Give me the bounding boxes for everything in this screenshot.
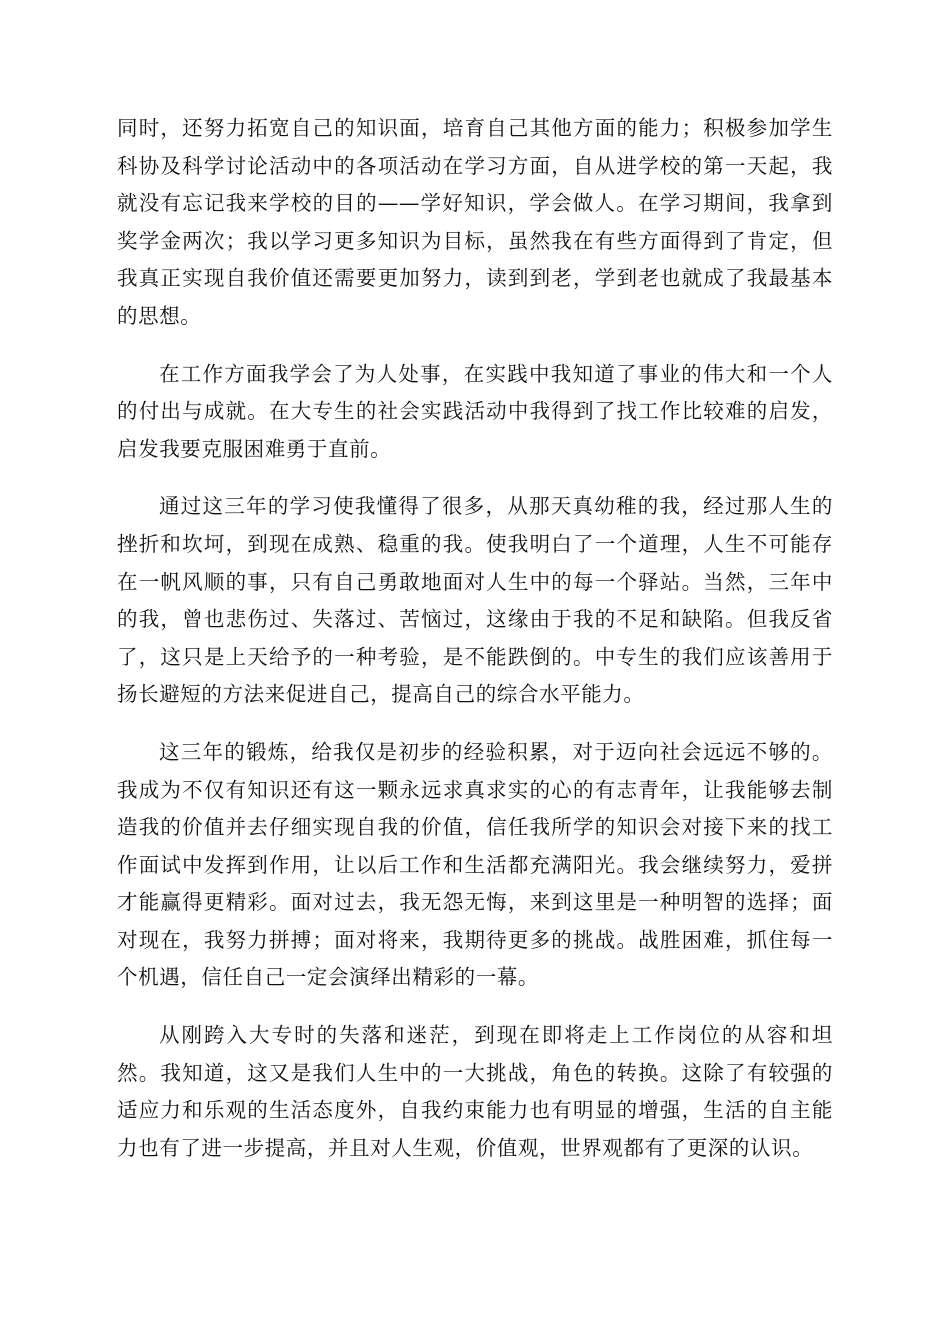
paragraph-2: 在工作方面我学会了为人处事，在实践中我知道了事业的伟大和一个人的付出与成就。在大专生的社会实践活动中我得到了找工作比较难的启发，启发我要克服困难勇于直前。 [117, 361, 833, 461]
document-body [117, 110, 833, 1187]
paragraph-5: 从刚跨入大专时的失落和迷茫，到现在即将走上工作岗位的从容和坦然。我知道，这又是我们人生中的一大挑战，角色的转换。这除了有较强的适应力和乐观的生活态度外，自我约束能力也有明显的增强，生活的自主能力也有了进一步提高，并且对人生观，价值观，世界观都有了更深的认识。 [117, 1023, 833, 1160]
paragraph-3: 通过这三年的学习使我懂得了很多，从那天真幼稚的我，经过那人生的挫折和坎坷，到现在成熟、稳重的我。使我明白了一个道理，人生不可能存在一帆风顺的事，只有自己勇敢地面对人生中的每一个驿站。当然，三年中的我，曾也悲伤过、失落过、苦恼过，这缘由于我的不足和缺陷。但我反省了，这只是上天给予的一种考验，是不能跌倒的。中专生的我们应该善用于扬长避短的方法来促进自己，提高自己的综合水平能力。 [117, 494, 833, 707]
paragraph-4: 这三年的锻炼，给我仅是初步的经验积累，对于迈向社会远远不够的。我成为不仅有知识还有这一颗永远求真求实的心的有志青年，让我能够去制造我的价值并去仔细实现自我的价值，信任我所学的知识会对接下来的找工作面试中发挥到作用，让以后工作和生活都充满阳光。我会继续努力，爱拼才能赢得更精彩。面对过去，我无怨无悔，来到这里是一种明智的选择；面对现在，我努力拼搏；面对将来，我期待更多的挑战。战胜困难，抓住每一个机遇，信任自己一定会演绎出精彩的一幕。 [117, 739, 833, 990]
paragraph-1: 同时，还努力拓宽自己的知识面，培育自己其他方面的能力；积极参加学生科协及科学讨论活动中的各项活动在学习方面，自从进学校的第一天起，我就没有忘记我来学校的目的——学好知识，学会做人。在学习期间，我拿到奖学金两次；我以学习更多知识为目标，虽然我在有些方面得到了肯定，但我真正实现自我价值还需要更加努力，读到到老，学到老也就成了我最基本的思想。 [117, 116, 833, 328]
